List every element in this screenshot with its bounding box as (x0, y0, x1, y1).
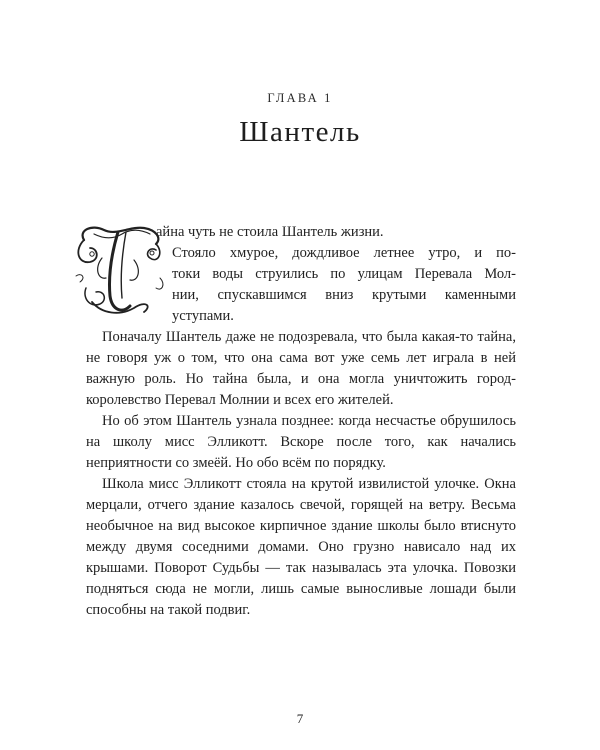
chapter-body-text (86, 222, 516, 621)
paragraph-2-line-1: Стояло хмурое, дождливое летнее утро, и по- (172, 245, 516, 261)
page-number: 7 (296, 711, 304, 726)
paragraph-5: Школа мисс Элликотт стояла на крутой извилистой улочке. Окна мерцали, отчего здание казалось свечой, горящей на ветру. Весьма необычное на вид высокое кирпичное здание школы было втиснуто между двумя соседними домами. Оно грузно нависало над их крышами. Поворот Судьбы — так называлась эта улочка. Повозки подняться сюда не могли, лишь самые выносливые лошади были способны на такой подвиг. (86, 476, 516, 618)
paragraph-2-line-4: уступами. (172, 308, 234, 324)
chapter-label: ГЛАВА 1 (267, 91, 333, 105)
paragraph-2-line-3: нии, спускавшимся вниз крутыми каменными (172, 287, 516, 303)
paragraph-3: Поначалу Шантель даже не подозревала, что была какая-то тайна, не говоря уж о том, что она сама вот уже семь лет играла в ней важную роль. Но тайна была, и она могла уничтожить город-королевство Перевал Молнии и всех его жителей. (86, 329, 516, 408)
chapter-title: Шантель (239, 116, 361, 148)
paragraph-1: айна чуть не стоила Шантель жизни. (156, 224, 384, 240)
paragraph-4: Но об этом Шантель узнала позднее: когда несчастье обрушилось на школу мисс Элликотт. Вскоре после того, как начались неприятности со змеёй. Но обо всём по порядку. (86, 413, 516, 471)
paragraph-2-line-2: токи воды струились по улицам Перевала Мол- (172, 266, 516, 282)
